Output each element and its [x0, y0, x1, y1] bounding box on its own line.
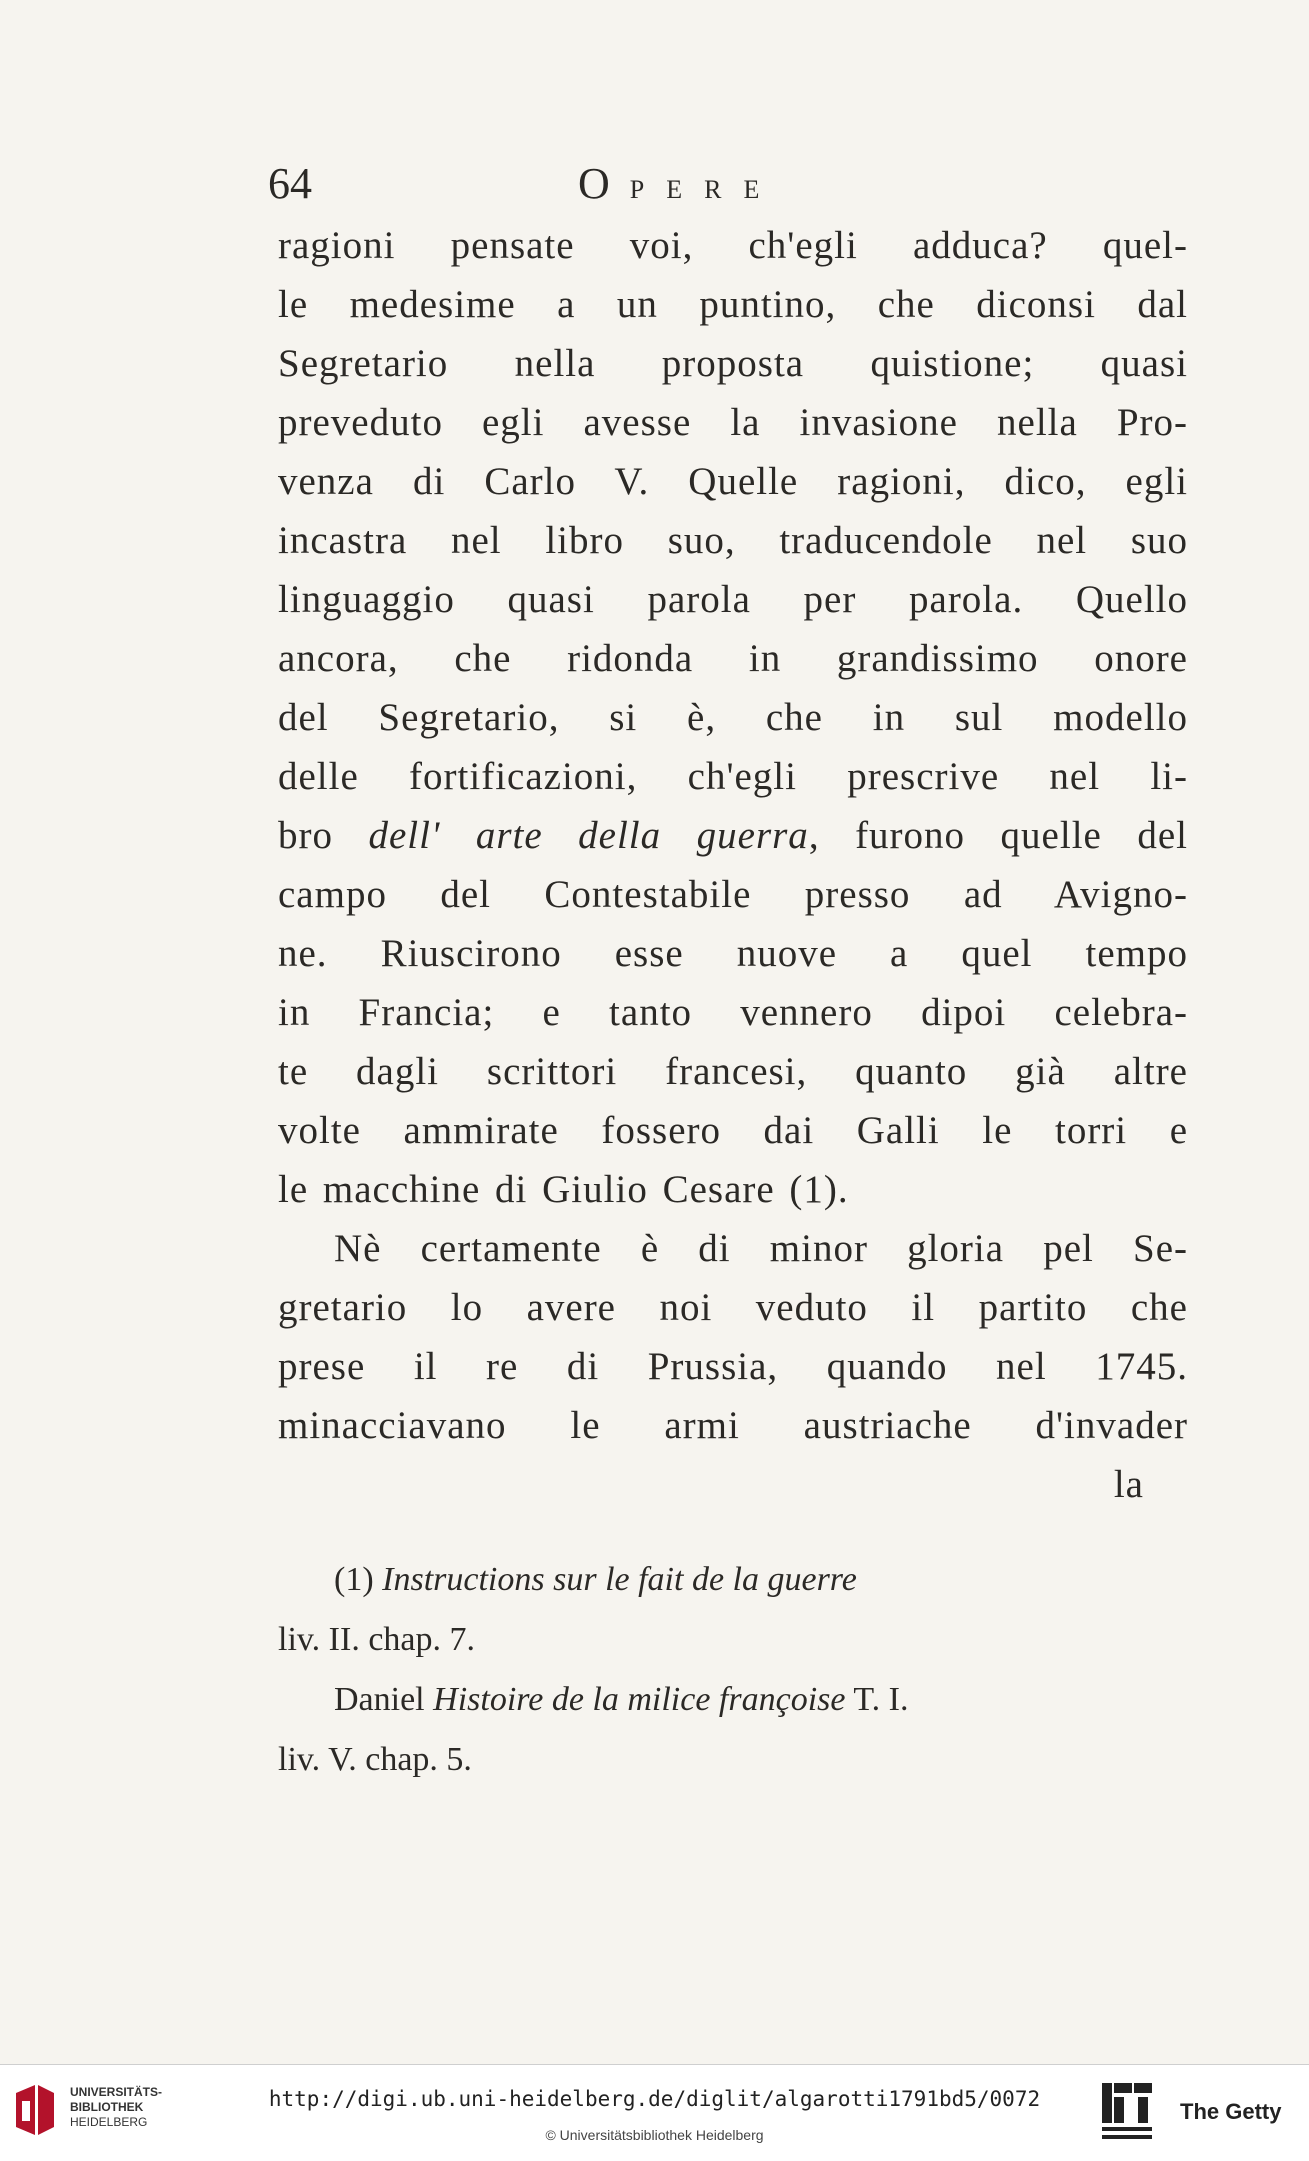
text-line: te dagli scrittori francesi, quanto già altre: [278, 1050, 1188, 1093]
text-line: minacciavano le armi austriache d'invader: [278, 1404, 1188, 1447]
text-line: campo del Contestabile presso ad Avigno-: [278, 873, 1188, 916]
page-header: [268, 158, 1208, 218]
getty-logo-icon: [1100, 2081, 1154, 2147]
text-line: ancora, che ridonda in grandissimo onore: [278, 637, 1188, 680]
permalink-url[interactable]: http://digi.ub.uni-heidelberg.de/diglit/algarotti1791bd5/0072: [268, 2087, 1041, 2111]
text-line: preveduto egli avesse la invasione nella Pro-: [278, 401, 1188, 444]
text-line: le macchine di Giulio Cesare (1).: [278, 1168, 849, 1211]
footnote-1-line2: liv. II. chap. 7.: [278, 1621, 476, 1658]
page-number: 64: [268, 159, 312, 208]
catchword: la: [1113, 1463, 1144, 1506]
text-line: ne. Riuscirono esse nuove a quel tempo: [278, 932, 1188, 975]
text-line: linguaggio quasi parola per parola. Quello: [278, 578, 1188, 621]
text-line: ragioni pensate voi, ch'egli adduca? quel-: [278, 224, 1188, 267]
copyright-notice: © Universitätsbibliothek Heidelberg: [545, 2127, 764, 2143]
text-line: venza di Carlo V. Quelle ragioni, dico, egli: [278, 460, 1188, 503]
footnote-1: (1) Instructions sur le fait de la guerre: [334, 1561, 857, 1598]
text-line: Segretario nella proposta quistione; quasi: [278, 342, 1188, 385]
text-line: in Francia; e tanto vennero dipoi celebra-: [278, 991, 1188, 1034]
getty-name: The Getty: [1180, 2099, 1282, 2124]
text-line: volte ammirate fossero dai Galli le torri e: [278, 1109, 1188, 1152]
book-title: dell' arte della guerra: [368, 814, 809, 857]
text-line: delle fortificazioni, ch'egli prescrive nel li-: [278, 755, 1188, 798]
library-name: UNIVERSITÄTS- BIBLIOTHEK HEIDELBERG: [70, 2085, 163, 2129]
text-line: incastra nel libro suo, traducendole nel suo: [278, 519, 1188, 562]
text-line: Nè certamente è di minor gloria pel Se-: [334, 1227, 1188, 1270]
text-line: gretario lo avere noi veduto il partito che: [278, 1286, 1188, 1329]
text-line: le medesime a un puntino, che diconsi dal: [278, 283, 1188, 326]
text-line: del Segretario, si è, che in sul modello: [278, 696, 1188, 739]
viewer-footer: [0, 2064, 1309, 2161]
footnote-2: Daniel Histoire de la milice françoise T. I.: [334, 1681, 909, 1718]
text-line: prese il re di Prussia, quando nel 1745.: [278, 1345, 1188, 1388]
text-line: bro dell' arte della guerra, furono quelle del: [278, 814, 1188, 857]
footnote-2-line2: liv. V. chap. 5.: [278, 1741, 472, 1778]
main-text: [278, 216, 1188, 1790]
running-title: OPERE: [578, 159, 782, 208]
